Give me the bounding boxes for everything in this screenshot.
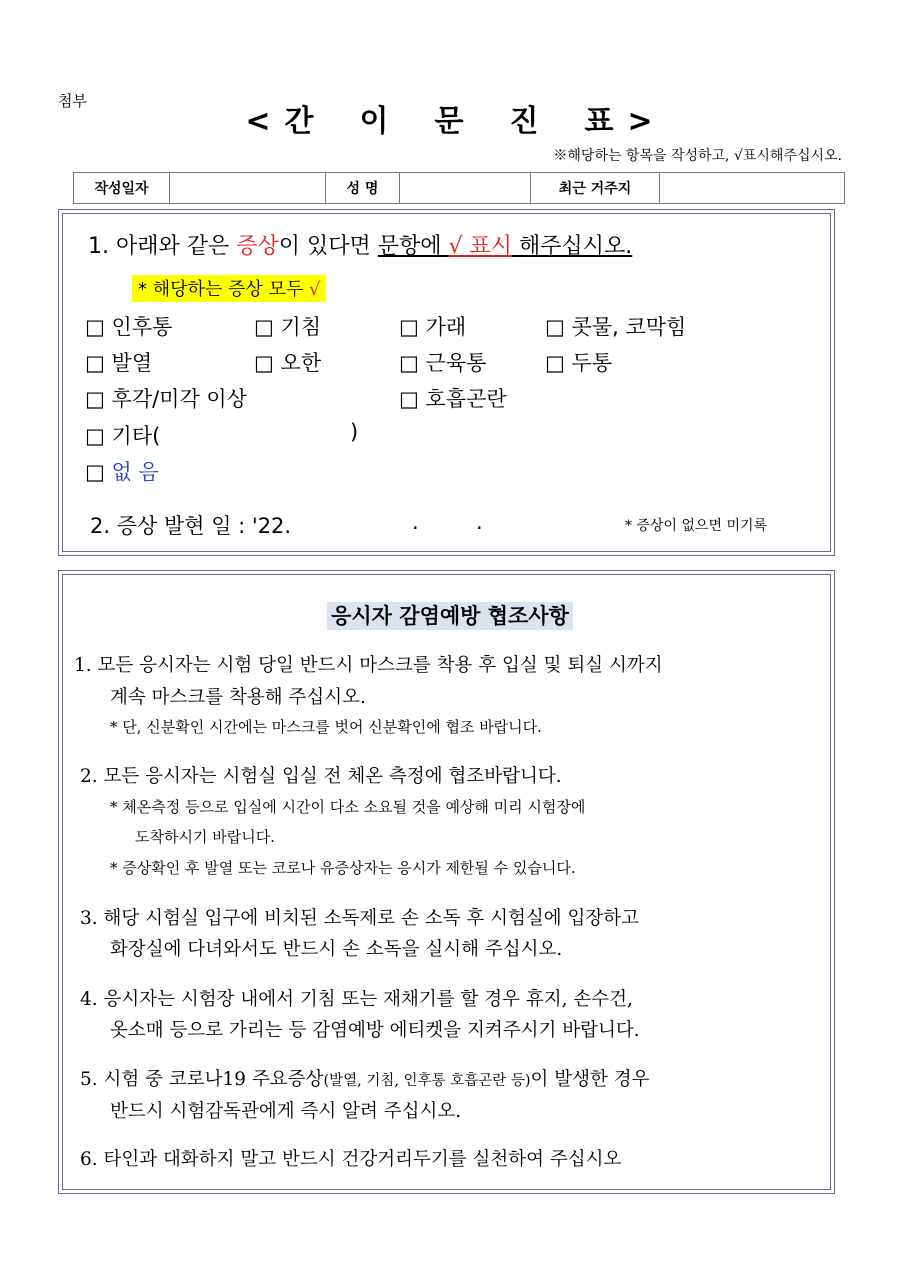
address-label: 최근 거주지 xyxy=(531,173,660,203)
item-1-line1: 1. 모든 응시자는 시험 당일 반드시 마스크를 착용 후 입실 및 퇴실 시까지 xyxy=(74,655,663,676)
symptom-muscle-pain[interactable] xyxy=(399,347,486,377)
name-label: 성 명 xyxy=(326,173,400,203)
symptom-label: 인후통 xyxy=(111,315,173,339)
question-1 xyxy=(88,229,632,260)
check-mark: √ xyxy=(309,279,321,300)
symptom-smell-taste[interactable] xyxy=(85,383,247,413)
title-char: 간 xyxy=(284,104,316,139)
symptom-breathing[interactable] xyxy=(399,383,507,413)
title-bracket-right: > xyxy=(627,104,655,139)
item-2-note1-line2: 도착하시기 바랍니다. xyxy=(135,828,275,846)
precautions-title xyxy=(0,600,900,630)
precautions-title-text: 응시자 감염예방 협조사항 xyxy=(327,602,573,630)
instruction-note: ※해당하는 항목을 작성하고, √표시해주십시오. xyxy=(553,148,842,164)
symptom-other[interactable] xyxy=(85,420,160,450)
checkbox[interactable]: □ xyxy=(399,351,419,375)
title-bracket-left: < xyxy=(245,104,273,139)
checkbox[interactable]: □ xyxy=(85,424,105,448)
symptom-runny-nose[interactable] xyxy=(545,311,686,341)
symptom-none[interactable] xyxy=(85,456,159,486)
date-field[interactable] xyxy=(170,173,326,203)
item-1-note: * 단, 신분확인 시간에는 마스크를 벗어 신분확인에 협조 바랍니다. xyxy=(110,718,542,736)
q2-day-dot: . xyxy=(476,510,483,534)
q1-underline-text: 문항에 xyxy=(377,234,449,259)
item-3-line2: 화장실에 다녀와서도 반드시 손 소독을 실시해 주십시오. xyxy=(110,939,563,960)
date-label: 작성일자 xyxy=(74,173,170,203)
symptom-phlegm[interactable] xyxy=(399,311,466,341)
checkbox[interactable]: □ xyxy=(85,351,105,375)
symptom-label: 없 음 xyxy=(111,460,159,484)
item-3-line1: 3. 해당 시험실 입구에 비치된 소독제로 손 소독 후 시험실에 입장하고 xyxy=(80,908,639,929)
page-title xyxy=(0,96,900,140)
symptom-cough[interactable] xyxy=(254,311,321,341)
q1-check-mark-text: √ 표시 xyxy=(448,234,513,259)
symptom-label: 발열 xyxy=(111,351,153,375)
item-4-line1: 4. 응시자는 시험장 내에서 기침 또는 재채기를 할 경우 휴지, 손수건, xyxy=(80,989,633,1010)
item-5-text: 5. 시험 중 코로나19 주요증상 xyxy=(80,1069,324,1090)
checkbox[interactable]: □ xyxy=(85,387,105,411)
attachment-label: 첨부 xyxy=(58,92,87,110)
symptom-label: 두통 xyxy=(571,351,613,375)
symptom-fever[interactable] xyxy=(85,347,152,377)
symptom-label: 기침 xyxy=(280,315,322,339)
item-2-note1-line1: * 체온측정 등으로 입실에 시간이 다소 소요될 것을 예상해 미리 시험장에 xyxy=(110,798,586,816)
symptom-headache[interactable] xyxy=(545,347,612,377)
symptom-label: 콧물, 코막힘 xyxy=(571,315,687,339)
item-2-line1: 2. 모든 응시자는 시험실 입실 전 체온 측정에 협조바랍니다. xyxy=(80,766,562,787)
item-5-line1 xyxy=(80,1065,650,1091)
checkbox[interactable]: □ xyxy=(85,315,105,339)
item-4-line2: 옷소매 등으로 가리는 등 감염예방 에티켓을 지켜주시기 바랍니다. xyxy=(110,1020,640,1041)
checkbox[interactable]: □ xyxy=(254,315,274,339)
item-2-note2: * 증상확인 후 발열 또는 코로나 유증상자는 응시가 제한될 수 있습니다. xyxy=(110,859,576,877)
item-5-line2: 반드시 시험감독관에게 즉시 알려 주십시오. xyxy=(110,1101,462,1122)
q2-label: 2. 증상 발현 일 : '22. xyxy=(90,514,292,538)
item-6: 6. 타인과 대화하지 말고 반드시 건강거리두기를 실천하여 주십시오 xyxy=(80,1149,622,1170)
symptom-label: 근육통 xyxy=(425,351,487,375)
q1-symptom-word: 증상 xyxy=(236,234,279,259)
checkbox[interactable]: □ xyxy=(254,351,274,375)
q2-month-dot: . xyxy=(412,510,419,534)
highlight-note xyxy=(132,275,326,302)
symptom-label: 오한 xyxy=(280,351,322,375)
checkbox[interactable]: □ xyxy=(545,351,565,375)
title-char: 표 xyxy=(584,104,616,139)
q2-note: * 증상이 없으면 미기록 xyxy=(625,518,768,534)
checkbox[interactable]: □ xyxy=(545,315,565,339)
q1-underline-end: 해주십시오. xyxy=(512,234,633,259)
checkbox[interactable]: □ xyxy=(85,460,105,484)
symptom-sore-throat[interactable] xyxy=(85,311,172,341)
highlight-text: * 해당하는 증상 모두 xyxy=(138,279,309,300)
address-field[interactable] xyxy=(660,173,844,203)
symptom-label: 기타( xyxy=(111,424,161,448)
symptom-label: 가래 xyxy=(425,315,467,339)
title-char: 문 xyxy=(434,104,466,139)
symptom-label: 후각/미각 이상 xyxy=(111,387,247,411)
info-table xyxy=(73,172,845,204)
question-2 xyxy=(90,510,291,540)
checkbox[interactable]: □ xyxy=(399,315,419,339)
title-char: 이 xyxy=(359,104,391,139)
q1-text-mid: 이 있다면 xyxy=(278,234,378,259)
other-close-paren: ) xyxy=(350,420,359,444)
symptom-label: 호흡곤란 xyxy=(425,387,507,411)
title-char: 진 xyxy=(509,104,541,139)
checkbox[interactable]: □ xyxy=(399,387,419,411)
q1-text: 1. 아래와 같은 xyxy=(88,234,237,259)
item-1-line2: 계속 마스크를 착용해 주십시오. xyxy=(110,687,366,708)
symptom-chills[interactable] xyxy=(254,347,321,377)
name-field[interactable] xyxy=(400,173,531,203)
item-5-parenthetical: (발열, 기침, 인후통 호흡곤란 등) xyxy=(323,1073,531,1089)
item-5-text-end: 이 발생한 경우 xyxy=(530,1069,650,1090)
